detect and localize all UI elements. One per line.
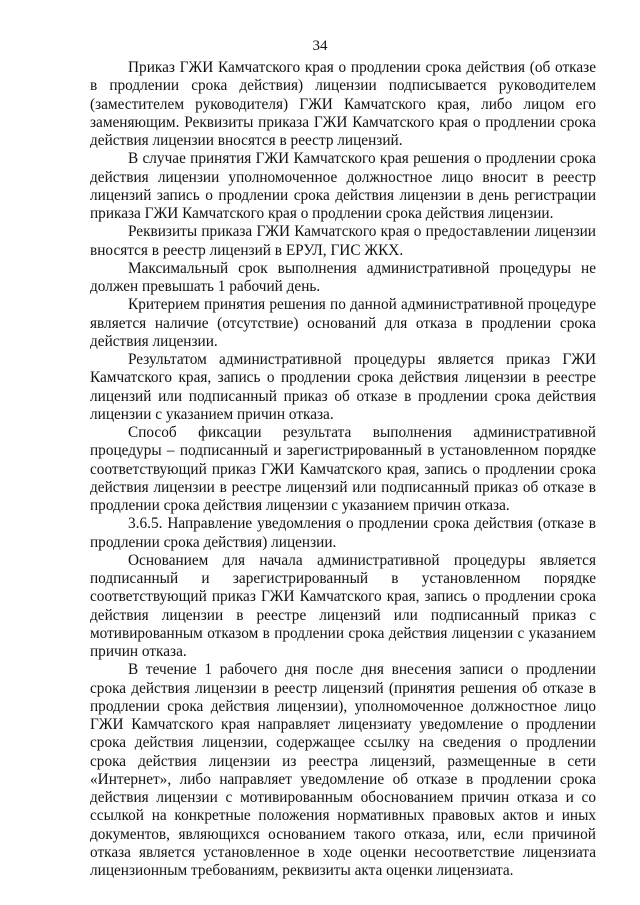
page-number: 34 — [312, 38, 328, 54]
paragraph-order-signing: Приказ ГЖИ Камчатского края о продлении срока действия (об отказе в продлении срока действия) лицензии подписывается руководителем (заместителем руководителя) ГЖИ Камчатского края, либо лицом его заменяющим. Реквизиты приказа ГЖИ Камчатского края о продлении срока действия лицензии вносятся в реестр лицензий. — [90, 59, 596, 149]
paragraph-procedure-basis: Основанием для начала административной процедуры является подписанный и зарегистрированный в установленном порядке соответствующий приказ ГЖИ Камчатского края, запись о продлении срока действия лицензии в реестре лицензий или подписанный приказ с мотивированным отказом в продлении срока действия лицензии с указанием причин отказа. — [90, 551, 596, 660]
paragraph-registry-entry: В случае принятия ГЖИ Камчатского края решения о продлении срока действия лицензии уполномоченное должностное лицо вносит в реестр лицензий запись о продлении срока действия лицензии в день регистрации приказа ГЖИ Камчатского края о продлении срока действия лицензии. — [90, 150, 596, 222]
paragraph-decision-criterion: Критерием принятия решения по данной административной процедуре является наличие (отсутствие) оснований для отказа в продлении срока действия лицензии. — [90, 296, 596, 350]
paragraph-section-heading: 3.6.5. Направление уведомления о продлении срока действия (отказе в продлении срока действия) лицензии. — [90, 515, 596, 551]
paragraph-max-duration: Максимальный срок выполнения административной процедуры не должен превышать 1 рабочий день. — [90, 259, 596, 295]
paragraph-order-details: Реквизиты приказа ГЖИ Камчатского края о предоставлении лицензии вносятся в реестр лицензий в ЕРУЛ, ГИС ЖКХ. — [90, 223, 596, 259]
paragraph-result-fixation: Способ фиксации результата выполнения административной процедуры – подписанный и зарегистрированный в установленном порядке соответствующий приказ ГЖИ Камчатского края, запись о продлении срока действия лицензии в реестре лицензий или подписанный приказ об отказе в продлении срока действия лицензии с указанием причин отказа. — [90, 424, 596, 514]
paragraph-notification: В течение 1 рабочего дня после дня внесения записи о продлении срока действия лицензии в реестр лицензий (принятия решения об отказе в продлении срока действия лицензии), уполномоченное должностное лицо ГЖИ Камчатского края направляет лицензиату уведомление о продлении срока действия лицензии, содержащее ссылку на сведения о продлении срока действия лицензии из реестра лицензий, размещенные в сети «Интернет», либо направляет уведомление об отказе в продлении срока действия лицензии с мотивированным обоснованием причин отказа и со ссылкой на конкретные положения нормативных правовых актов и иных документов, являющихся основанием такого отказа, или, если причиной отказа является установленное в ходе оценки несоответствие лицензиата лицензионным требованиям, реквизиты акта оценки лицензиата. — [90, 661, 596, 879]
paragraph-procedure-result: Результатом административной процедуры является приказ ГЖИ Камчатского края, запись о продлении срока действия лицензии в реестре лицензий или подписанный приказ об отказе в продлении срока действия лицензии с указанием причин отказа. — [90, 351, 596, 423]
document-body — [90, 59, 596, 880]
